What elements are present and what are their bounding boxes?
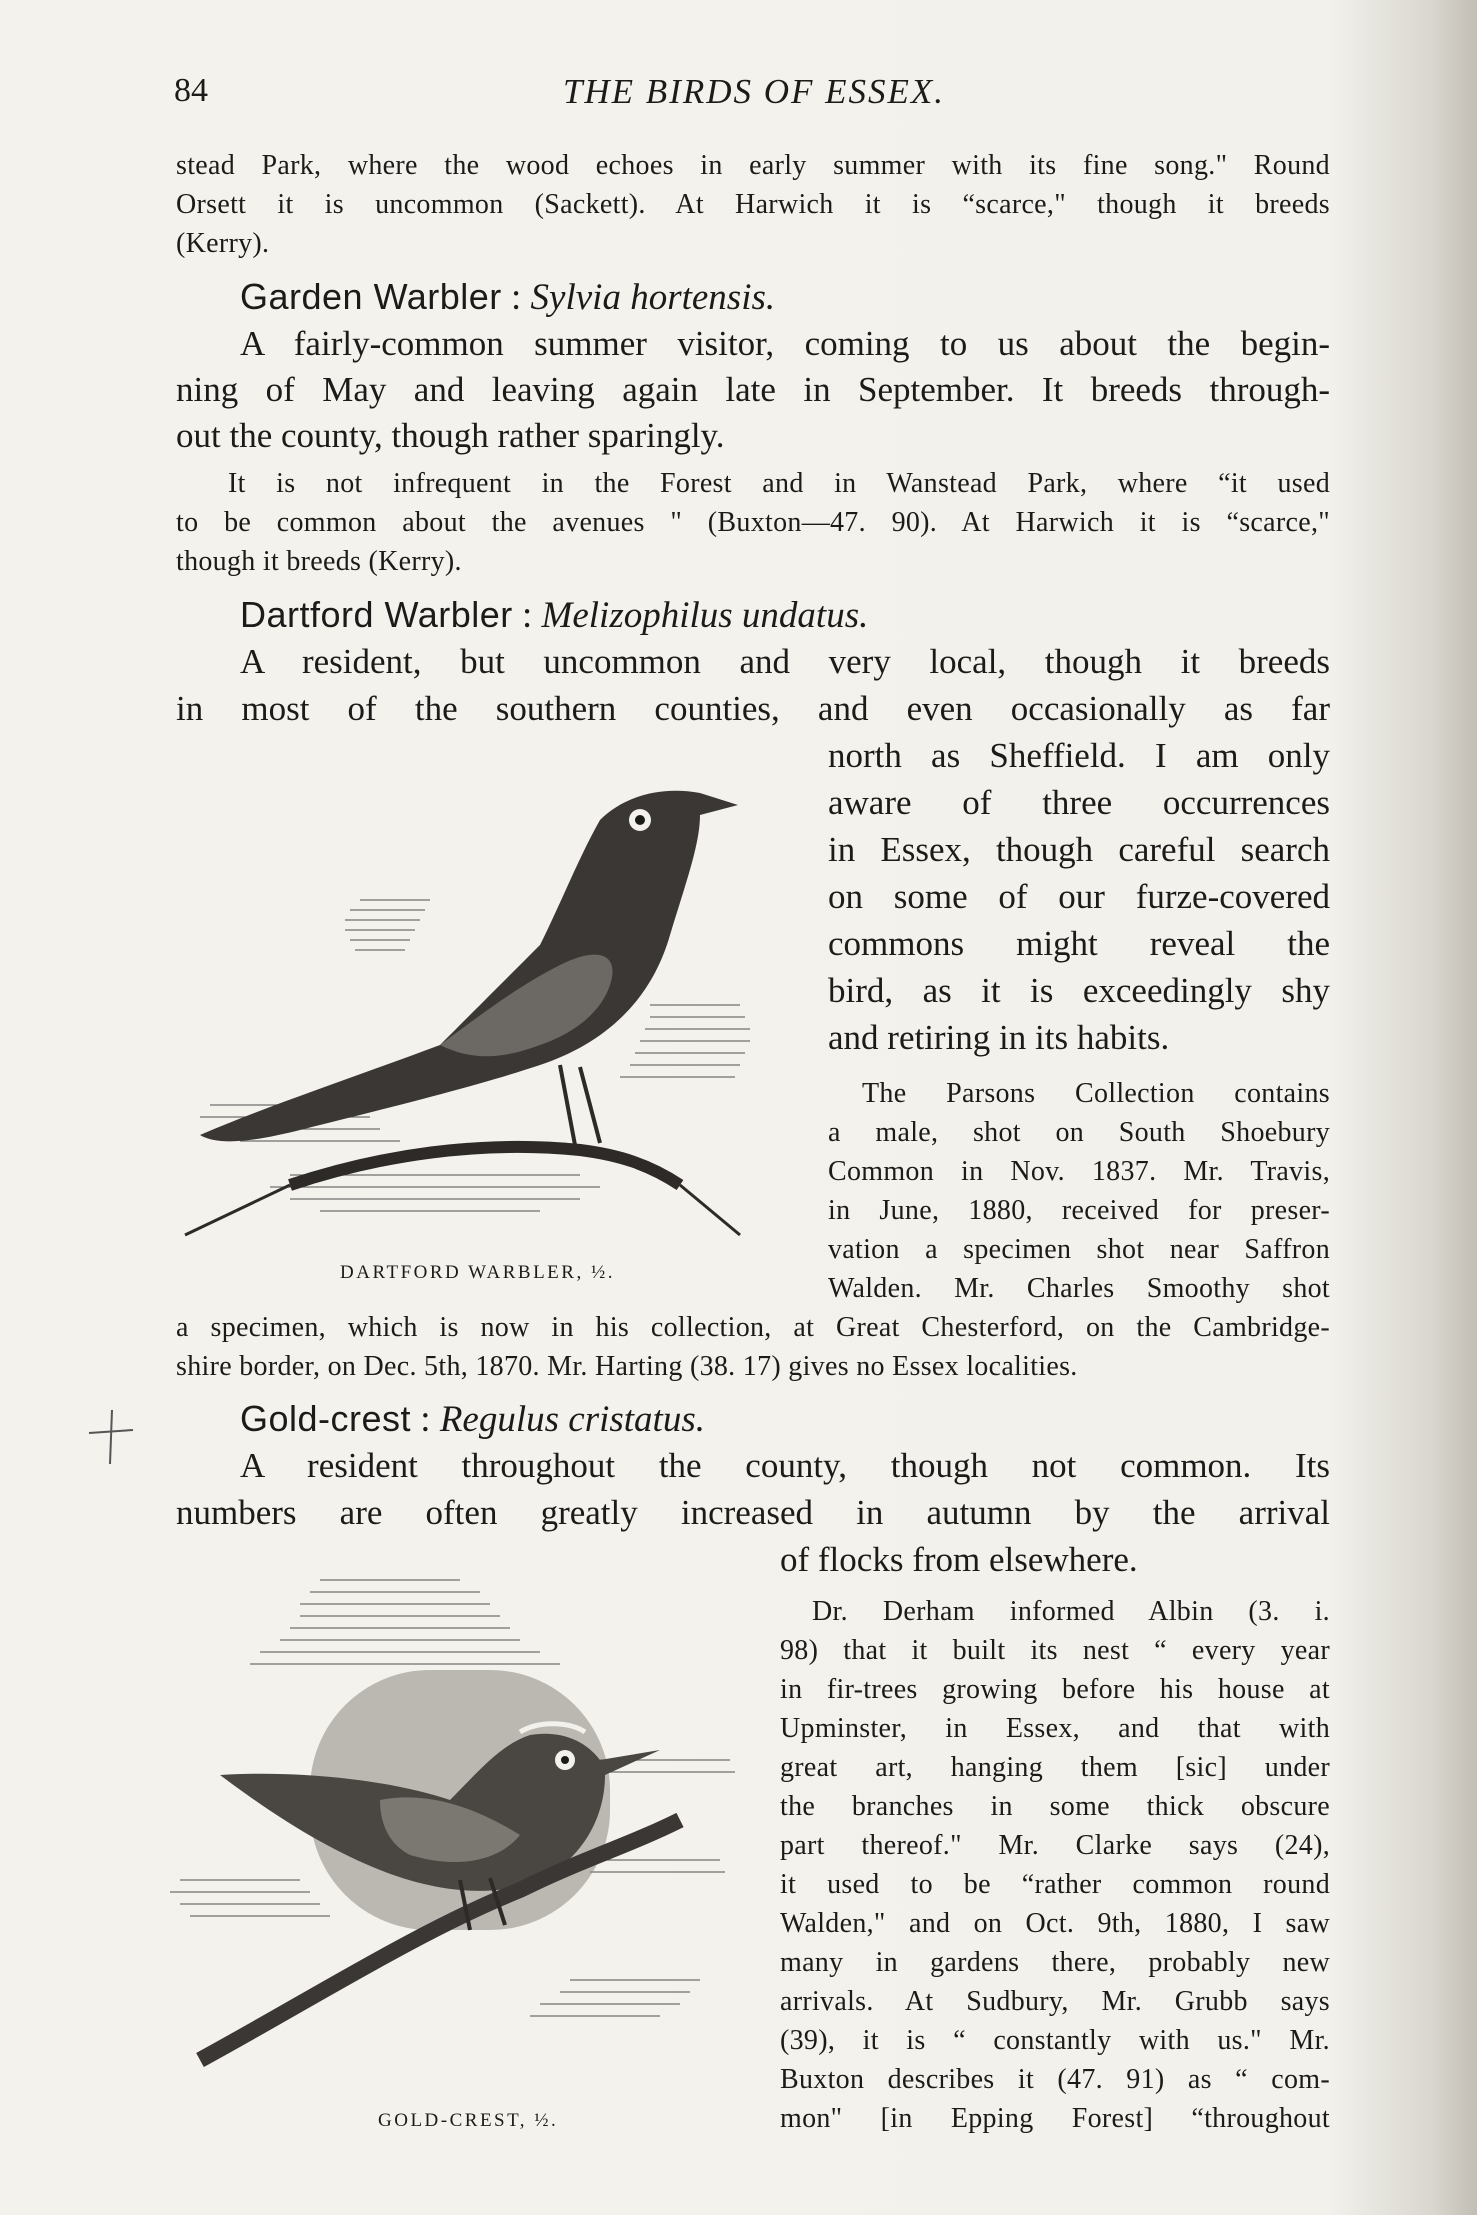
text-line: though it breeds (Kerry). <box>176 546 462 577</box>
text-line: ning of May and leaving again late in September. It breeds through- <box>176 370 1330 409</box>
text-line: the branches in some thick obscure <box>780 1791 1330 1822</box>
species-heading-gold-crest: Gold-crest : Regulus cristatus. <box>240 1398 705 1440</box>
text-line: commons might reveal the <box>828 924 1330 963</box>
species-scientific-name: Regulus cristatus. <box>439 1399 705 1440</box>
text-line: a specimen, which is now in his collection, at Great Chesterford, on the Cambridge- <box>176 1312 1330 1343</box>
text-line: stead Park, where the wood echoes in early summer with its fine song." Round <box>176 150 1330 181</box>
running-title: THE BIRDS OF ESSEX. <box>562 72 946 111</box>
text-line: north as Sheffield. I am only <box>828 736 1330 775</box>
cross-icon <box>86 1408 136 1468</box>
species-scientific-name: Sylvia hortensis. <box>530 277 776 318</box>
dartford-warbler-engraving <box>180 745 780 1245</box>
text-line: in fir-trees growing before his house at <box>780 1674 1330 1705</box>
text-line: in most of the southern counties, and even occasionally as far <box>176 689 1330 728</box>
text-line: A fairly-common summer visitor, coming to us about the begin- <box>240 324 1330 363</box>
figure-caption: GOLD-CREST, ½. <box>378 2110 559 2131</box>
text-line: arrivals. At Sudbury, Mr. Grubb says <box>780 1986 1330 2017</box>
text-line: numbers are often greatly increased in autumn by the arrival <box>176 1493 1330 1532</box>
text-line: Orsett it is uncommon (Sackett). At Harwich it is “scarce," though it breeds <box>176 189 1330 220</box>
text-line: great art, hanging them [sic] under <box>780 1752 1330 1783</box>
text-line: Upminster, in Essex, and that with <box>780 1713 1330 1744</box>
text-line: to be common about the avenues " (Buxton—47. 90). At Harwich it is “scarce," <box>176 507 1330 538</box>
text-line: Common in Nov. 1837. Mr. Travis, <box>828 1156 1330 1187</box>
page-header <box>174 72 1334 122</box>
text-line: part thereof." Mr. Clarke says (24), <box>780 1830 1330 1861</box>
gold-crest-illustration <box>160 1560 780 2085</box>
text-line: mon" [in Epping Forest] “throughout <box>780 2103 1330 2134</box>
species-common-name: Gold-crest <box>240 1398 412 1439</box>
text-line: It is not infrequent in the Forest and in Wanstead Park, where “it used <box>228 468 1330 499</box>
text-line: A resident throughout the county, though not common. Its <box>240 1446 1330 1485</box>
margin-cross-mark <box>86 1408 136 1473</box>
dartford-warbler-illustration <box>180 745 780 1250</box>
text-line: in June, 1880, received for preser- <box>828 1195 1330 1226</box>
text-line: and retiring in its habits. <box>828 1018 1170 1057</box>
text-line: A resident, but uncommon and very local, though it breeds <box>240 642 1330 681</box>
page-number: 84 <box>174 72 208 109</box>
text-line: it used to be “rather common round <box>780 1869 1330 1900</box>
gold-crest-engraving <box>160 1560 780 2080</box>
species-heading-dartford-warbler: Dartford Warbler : Melizophilus undatus. <box>240 594 869 636</box>
species-scientific-name: Melizophilus undatus. <box>541 595 869 636</box>
text-line: Walden. Mr. Charles Smoothy shot <box>828 1273 1330 1304</box>
text-line: shire border, on Dec. 5th, 1870. Mr. Harting (38. 17) gives no Essex localities. <box>176 1351 1078 1382</box>
text-line: of flocks from elsewhere. <box>780 1540 1138 1579</box>
text-line: a male, shot on South Shoebury <box>828 1117 1330 1148</box>
text-line: out the county, though rather sparingly. <box>176 416 725 455</box>
text-line: aware of three occurrences <box>828 783 1330 822</box>
text-line: bird, as it is exceedingly shy <box>828 971 1330 1010</box>
text-line: many in gardens there, probably new <box>780 1947 1330 1978</box>
text-line: vation a specimen shot near Saffron <box>828 1234 1330 1265</box>
text-line: (Kerry). <box>176 228 270 259</box>
figure-caption: DARTFORD WARBLER, ½. <box>340 1262 615 1283</box>
text-line: Buxton describes it (47. 91) as “ com- <box>780 2064 1330 2095</box>
text-line: 98) that it built its nest “ every year <box>780 1635 1330 1666</box>
text-line: in Essex, though careful search <box>828 830 1330 869</box>
species-common-name: Garden Warbler <box>240 276 502 317</box>
species-common-name: Dartford Warbler <box>240 594 513 635</box>
text-line: Dr. Derham informed Albin (3. i. <box>812 1596 1330 1627</box>
text-line: Walden," and on Oct. 9th, 1880, I saw <box>780 1908 1330 1939</box>
text-line: on some of our furze-covered <box>828 877 1330 916</box>
text-line: (39), it is “ constantly with us." Mr. <box>780 2025 1330 2056</box>
text-line: The Parsons Collection contains <box>862 1078 1330 1109</box>
species-heading-garden-warbler: Garden Warbler : Sylvia hortensis. <box>240 276 776 318</box>
